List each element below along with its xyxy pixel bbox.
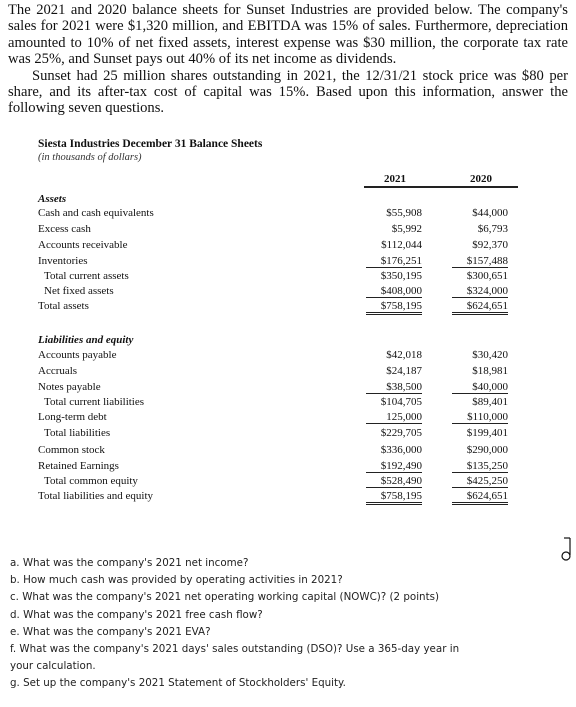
- question-item: e. What was the company's 2021 EVA?: [10, 625, 211, 638]
- value-2021: $5,992: [391, 223, 422, 235]
- value-2020: $6,793: [477, 223, 508, 235]
- intro-paragraph-2: Sunset had 25 million shares outstanding in 2021, the 12/31/21 stock price was $80 per share, and its after-tax cost of capital was 15%. Based upon this information, answer the following seven questions.: [8, 67, 568, 117]
- value-2020: $624,651: [452, 300, 508, 315]
- table-row: [38, 411, 518, 426]
- value-2020: $199,401: [466, 427, 508, 439]
- row-label: Inventories: [38, 255, 88, 267]
- question-item: b. How much cash was provided by operating activities in 2021?: [10, 574, 343, 587]
- row-label: Notes payable: [38, 381, 101, 393]
- value-2021: $192,490: [366, 460, 422, 473]
- value-2021: $336,000: [380, 444, 422, 456]
- column-header-2021: 2021: [384, 173, 406, 185]
- value-2020: $624,651: [452, 490, 508, 505]
- row-label: Accounts receivable: [38, 239, 128, 251]
- row-label: Common stock: [38, 444, 105, 456]
- table-row: [38, 475, 518, 490]
- row-label: Liabilities and equity: [38, 334, 134, 346]
- value-2021: $55,908: [386, 207, 422, 219]
- value-2021: $350,195: [380, 270, 422, 282]
- row-label: Total assets: [38, 300, 89, 312]
- row-label: Total liabilities: [44, 427, 111, 439]
- value-2021: 125,000: [366, 411, 422, 424]
- row-label: Accounts payable: [38, 349, 117, 361]
- table-row: [38, 396, 518, 411]
- table-row: [38, 381, 518, 396]
- value-2020: $89,401: [472, 396, 508, 408]
- table-row: [38, 255, 518, 270]
- table-row: [38, 239, 518, 254]
- row-label: Retained Earnings: [38, 460, 119, 472]
- table-row: [38, 285, 518, 300]
- question-item: your calculation.: [10, 660, 96, 673]
- row-label: Total common equity: [44, 475, 138, 487]
- value-2020: $30,420: [472, 349, 508, 361]
- value-2021: $528,490: [366, 475, 422, 488]
- balance-sheet-subtitle: (in thousands of dollars): [38, 152, 142, 163]
- value-2020: $110,000: [452, 411, 508, 424]
- header-divider: [364, 186, 518, 188]
- row-label: Excess cash: [38, 223, 91, 235]
- table-row: [38, 365, 518, 380]
- question-item: g. Set up the company's 2021 Statement of Stockholders' Equity.: [10, 677, 346, 690]
- value-2020: $324,000: [452, 285, 508, 298]
- value-2021: $229,705: [380, 427, 422, 439]
- value-2021: $38,500: [366, 381, 422, 394]
- table-row: [38, 427, 518, 442]
- row-label: Total current liabilities: [44, 396, 145, 408]
- value-2020: $92,370: [472, 239, 508, 251]
- table-row: [38, 460, 518, 475]
- value-2020: $157,488: [452, 255, 508, 268]
- value-2021: $24,187: [386, 365, 422, 377]
- value-2020: $44,000: [472, 207, 508, 219]
- question-item: f. What was the company's 2021 days' sales outstanding (DSO)? Use a 365-day year in: [10, 643, 460, 656]
- column-header-2020: 2020: [470, 173, 492, 185]
- question-item: d. What was the company's 2021 free cash flow?: [10, 608, 263, 621]
- value-2021: $758,195: [366, 490, 422, 505]
- table-row: [38, 207, 518, 222]
- value-2020: $40,000: [452, 381, 508, 394]
- value-2020: $18,981: [472, 365, 508, 377]
- row-label: Assets: [38, 193, 67, 205]
- row-label: Long-term debt: [38, 411, 107, 423]
- table-row: [38, 270, 518, 285]
- question-item: a. What was the company's 2021 net income?: [10, 557, 249, 569]
- row-label: Cash and cash equivalents: [38, 207, 154, 219]
- cursor-icon: [560, 535, 576, 563]
- value-2021: $758,195: [366, 300, 422, 315]
- value-2021: $408,000: [366, 285, 422, 298]
- table-row: [38, 490, 518, 505]
- balance-sheet-title: Siesta Industries December 31 Balance Sheets: [38, 138, 263, 150]
- section-header-liabilities: [38, 334, 518, 349]
- table-row: [38, 444, 518, 459]
- value-2021: $112,044: [381, 239, 422, 251]
- question-item: c. What was the company's 2021 net operating working capital (NOWC)? (2 points): [10, 591, 439, 604]
- value-2020: $290,000: [466, 444, 508, 456]
- row-label: Total liabilities and equity: [38, 490, 154, 502]
- value-2021: $104,705: [380, 396, 422, 408]
- row-label: Total current assets: [44, 270, 129, 282]
- question-list: [10, 555, 530, 693]
- value-2021: $42,018: [386, 349, 422, 361]
- table-row: [38, 300, 518, 315]
- row-label: Net fixed assets: [44, 285, 114, 297]
- value-2020: $300,651: [466, 270, 508, 282]
- value-2020: $135,250: [452, 460, 508, 473]
- table-row: [38, 349, 518, 364]
- table-row: [38, 223, 518, 238]
- problem-statement: [8, 2, 568, 117]
- value-2021: $176,251: [366, 255, 422, 268]
- value-2020: $425,250: [452, 475, 508, 488]
- row-label: Accruals: [38, 365, 78, 377]
- intro-paragraph-1: The 2021 and 2020 balance sheets for Sunset Industries are provided below. The company's sales for 2021 were $1,320 million, and EBITDA was 15% of sales. Furthermore, depreciation amounted to 10% of net fixed assets, interest expense was $30 million, the corporate tax rate was 25%, and Sunset pays out 40% of its net income as dividends.: [8, 2, 568, 68]
